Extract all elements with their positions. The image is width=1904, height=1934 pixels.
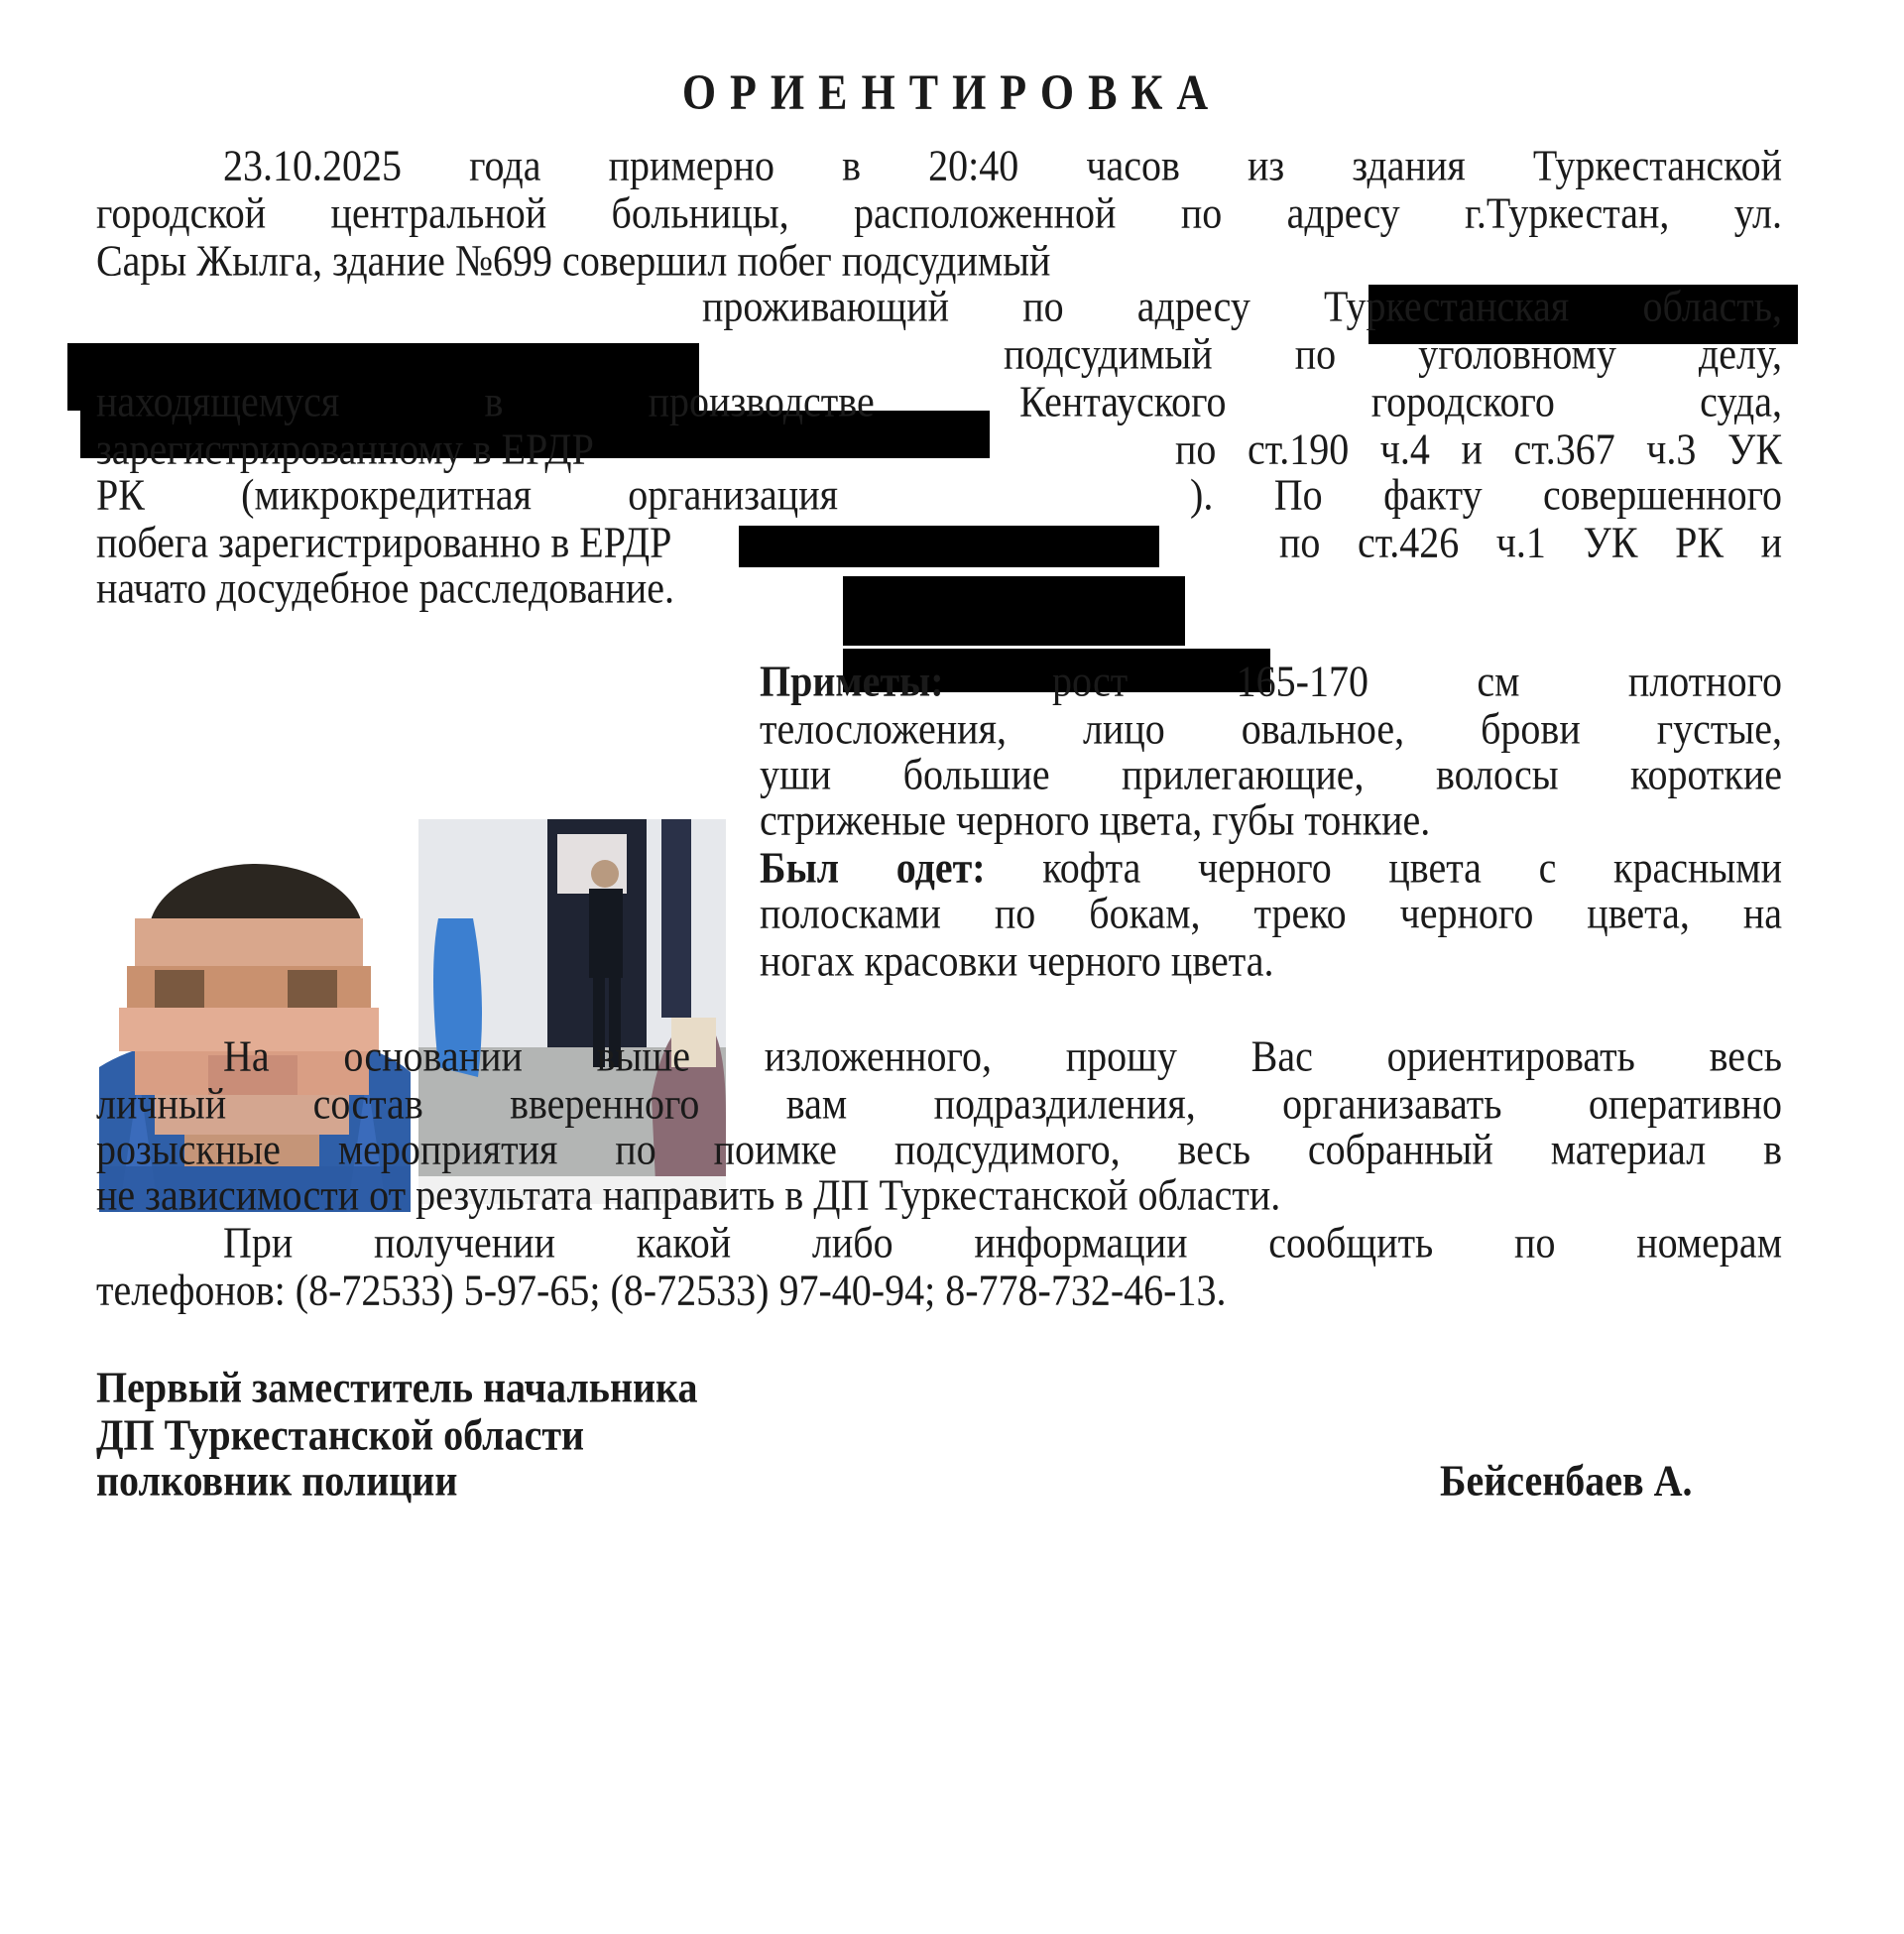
- clothing-line-2: полосками по бокам, треко черного цвета, на: [760, 888, 1782, 938]
- features-label: Приметы:: [760, 656, 944, 706]
- clothing-line-1: Был одет: кофта черного цвета с красными: [760, 842, 1782, 893]
- signatory-position-2: ДП Туркестанской области: [96, 1409, 585, 1460]
- document-title: ОРИЕНТИРОВКА: [681, 64, 1223, 121]
- signatory-name: Бейсенбаев А.: [1440, 1455, 1693, 1506]
- incident-line-5: подсудимый по уголовному делу,: [1004, 328, 1782, 379]
- features-line-4: стриженые черного цвета, губы тонкие.: [760, 794, 1431, 845]
- incident-line-8a: РК (микрокредитная организация: [96, 469, 838, 520]
- request-line-4: не зависимости от результата направить в ДП Туркестанской области.: [96, 1169, 1281, 1220]
- incident-line-2: городской центральной больницы, расположенной по адресу г.Туркестан, ул.: [96, 187, 1782, 238]
- incident-line-6: находящемуся в производстве Кентауского городского суда,: [96, 376, 1782, 426]
- contact-line-1: При получении какой либо информации сообщить по номерам: [223, 1217, 1782, 1268]
- incident-line-7b: по ст.190 ч.4 и ст.367 ч.3 УК: [1175, 423, 1782, 474]
- features-line-2: телосложения, лицо овальное, брови густые,: [760, 703, 1782, 754]
- incident-line-9b: по ст.426 ч.1 УК РК и: [1279, 517, 1782, 567]
- incident-line-1: 23.10.2025 года примерно в 20:40 часов из здания Туркестанской: [223, 140, 1782, 190]
- clothing-line-3: ногах красовки черного цвета.: [760, 935, 1274, 986]
- incident-line-4: проживающий по адресу Туркестанская область,: [702, 281, 1782, 331]
- incident-line-9a: побега зарегистрированно в ЕРДР: [96, 517, 672, 567]
- clothing-label: Был одет:: [760, 842, 986, 893]
- incident-line-8b: ). По факту совершенного: [1190, 469, 1782, 520]
- request-line-3: розыскные мероприятия по поимке подсудимого, весь собранный материал в: [96, 1124, 1782, 1174]
- incident-line-3: Сары Жылга, здание №699 совершил побег подсудимый: [96, 235, 1051, 286]
- features-line-3: уши большие прилегающие, волосы короткие: [760, 749, 1782, 799]
- incident-line-7a: зарегистрированному в ЕРДР: [96, 423, 594, 474]
- features-line-1: Приметы: рост 165-170 см плотного: [760, 656, 1782, 706]
- request-line-2: личный состав вверенного вам подраздиления, организавать оперативно: [96, 1078, 1782, 1129]
- signatory-position-1: Первый заместитель начальника: [96, 1362, 698, 1412]
- incident-line-10: начато досудебное расследование.: [96, 562, 674, 613]
- signatory-rank: полковник полиции: [96, 1455, 458, 1506]
- request-line-1: На основании выше изложенного, прошу Вас ориентировать весь: [223, 1030, 1782, 1081]
- contact-line-2-phones: телефонов: (8-72533) 5-97-65; (8-72533) 97-40-94; 8-778-732-46-13.: [96, 1265, 1227, 1315]
